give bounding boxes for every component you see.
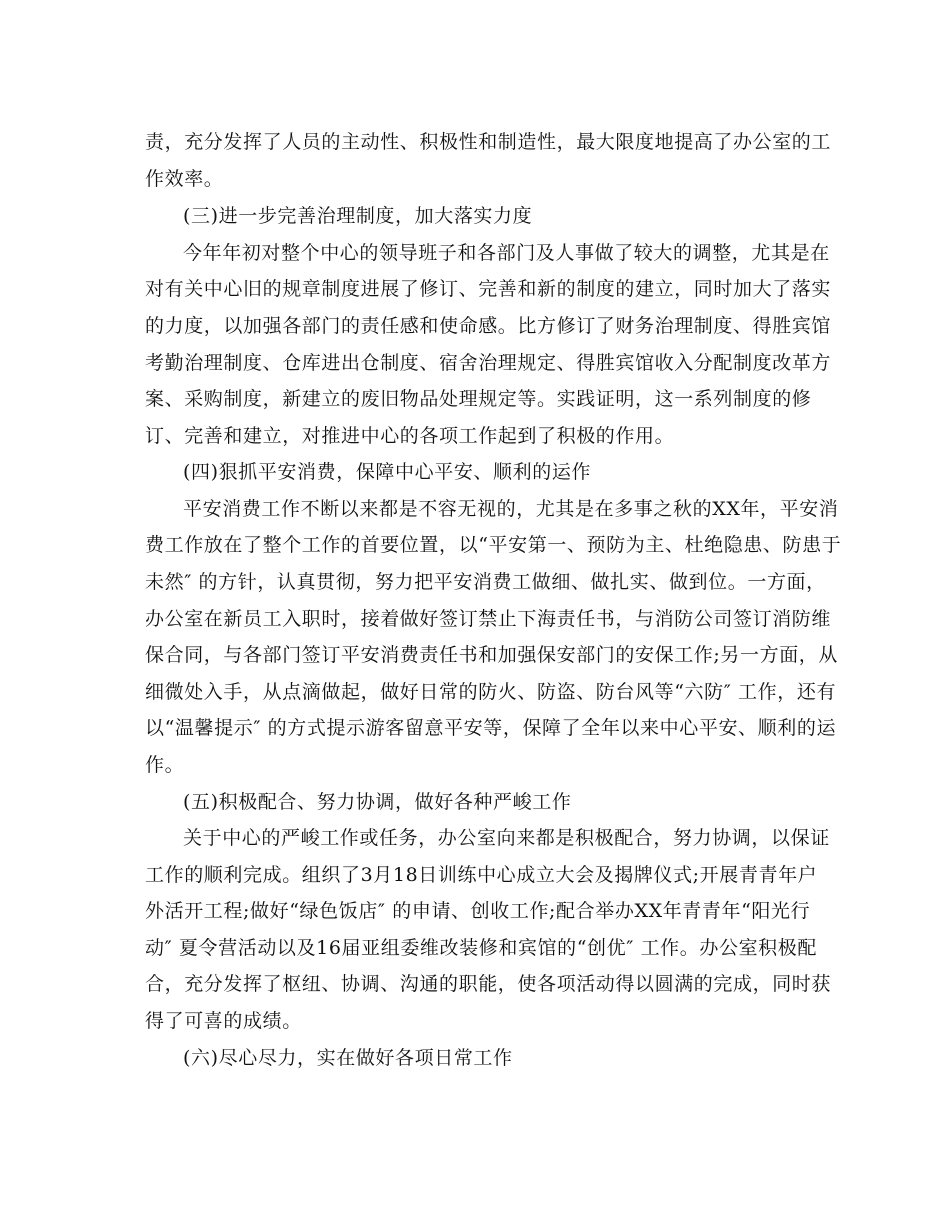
paragraph-line: 外活开工程;做好“绿色饭店″ 的申请、创收工作;配合举办XX年青青年“阳光行 (145, 900, 811, 922)
paragraph-line: 以“温馨提示″ 的方式提示游客留意平安等，保障了全年以来中心平安、顺利的运 (145, 717, 837, 739)
paragraph-line: 保合同，与各部门签订平安消费责任书和加强保安部门的安保工作;另一方面，从 (145, 644, 839, 666)
paragraph-line: 得了可喜的成绩。 (145, 1010, 302, 1032)
paragraph-line: 责，充分发挥了人员的主动性、积极性和制造性，最大限度地提高了办公室的工 (145, 131, 832, 153)
paragraph-line: 今年年初对整个中心的领导班子和各部门及人事做了较大的调整，尤其是在 (183, 242, 830, 264)
paragraph-line: 费工作放在了整个工作的首要位置，以“平安第一、预防为主、杜绝隐患、防患于 (145, 534, 842, 556)
paragraph-line: 作效率。 (145, 168, 224, 190)
paragraph-line: 关于中心的严峻工作或任务，办公室向来都是积极配合，努力协调，以保证 (183, 827, 830, 849)
paragraph-line: 作。 (145, 754, 185, 776)
section-heading: (三)进一步完善治理制度，加大落实力度 (183, 205, 533, 227)
paragraph-line: 的力度，以加强各部门的责任感和使命感。比方修订了财务治理制度、得胜宾馆 (145, 315, 832, 337)
paragraph-line: 细微处入手，从点滴做起，做好日常的防火、防盗、防台风等“六防″ 工作，还有 (145, 681, 837, 703)
paragraph-line: 合，充分发挥了枢纽、协调、沟通的职能，使各项活动得以圆满的完成，同时获 (145, 973, 832, 995)
paragraph-line: 办公室在新员工入职时，接着做好签订禁止下海责任书，与消防公司签订消防维 (145, 608, 832, 630)
paragraph-line: 未然″ 的方针，认真贯彻，努力把平安消费工做细、做扎实、做到位。一方面， (145, 571, 826, 593)
paragraph-line: 订、完善和建立，对推进中心的各项工作起到了积极的作用。 (145, 425, 675, 447)
section-heading: (五)积极配合、努力协调，做好各种严峻工作 (183, 791, 572, 813)
paragraph-line: 动″ 夏令营活动以及16届亚组委维改装修和宾馆的“创优″ 工作。办公室积极配 (145, 937, 817, 959)
paragraph-line: 平安消费工作不断以来都是不容无视的，尤其是在多事之秋的XX年，平安消 (183, 498, 839, 520)
paragraph-line: 工作的顺利完成。组织了3月18日训练中心成立大会及揭牌仪式;开展青青年户 (145, 864, 818, 886)
paragraph-line: 案、采购制度，新建立的废旧物品处理规定等。实践证明，这一系列制度的修 (145, 388, 812, 410)
paragraph-line: 对有关中心旧的规章制度进展了修订、完善和新的制度的建立，同时加大了落实 (145, 278, 832, 300)
paragraph-line: 考勤治理制度、仓库进出仓制度、宿舍治理规定、得胜宾馆收入分配制度改革方 (145, 352, 832, 374)
section-heading: (四)狠抓平安消费，保障中心平安、顺利的运作 (183, 461, 592, 483)
section-heading: (六)尽心尽力，实在做好各项日常工作 (183, 1047, 513, 1069)
